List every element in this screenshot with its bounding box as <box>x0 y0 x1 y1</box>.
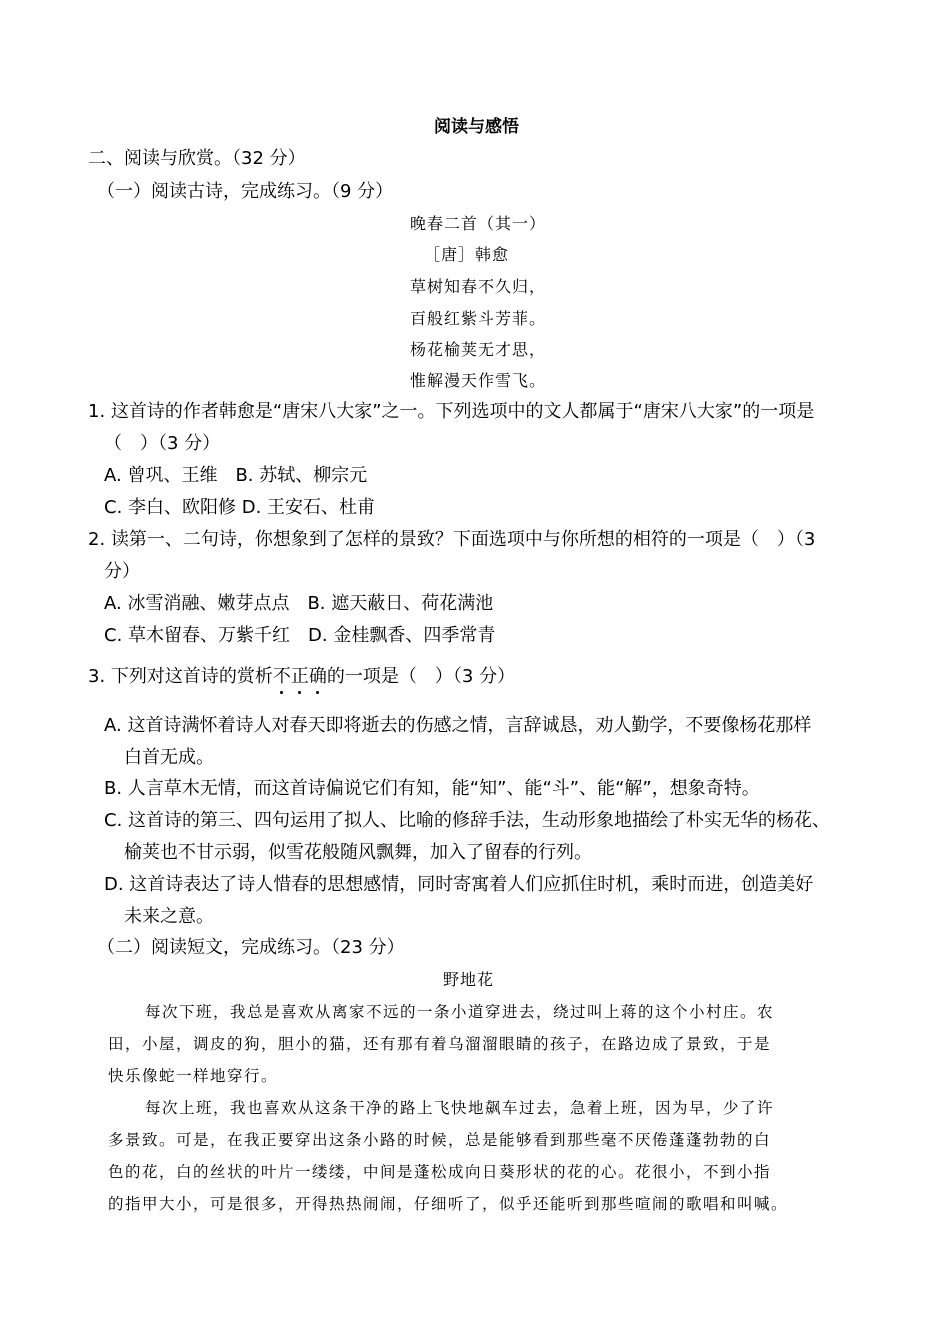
emph-text: 不 <box>272 666 291 687</box>
q3-option-d: D. 这首诗表达了诗人惜春的思想感情，同时寄寓着人们应抓住时机，乘时而进，创造美好 <box>104 874 814 895</box>
emphasis-dot <box>280 691 283 694</box>
q2-stem: 2. 读第一、二句诗，你想象到了怎样的景致？下面选项中与你所想的相符的一项是（ ）（3 <box>88 529 816 550</box>
emphasis-dot <box>316 691 319 694</box>
poem-author: ［唐］韩愈 <box>424 245 510 264</box>
q3-stem-prefix: 3. 下列对这首诗的赏析 <box>88 666 273 687</box>
emphasis-dot <box>298 691 301 694</box>
poem-title: 晚春二首（其一） <box>410 214 547 233</box>
q2-options-ab: A. 冰雪消融、嫩芽点点 B. 遮天蔽日、荷花满池 <box>104 593 494 614</box>
q1-stem: 1. 这首诗的作者韩愈是“唐宋八大家”之一。下列选项中的文人都属于“唐宋八大家”的一项是 <box>88 401 815 422</box>
essay-title: 野地花 <box>443 970 495 989</box>
q3-option-a: A. 这首诗满怀着诗人对春天即将逝去的伤感之情，言辞诚恳，劝人勤学，不要像杨花那样 <box>104 715 812 736</box>
q3-stem <box>88 665 515 689</box>
essay-line: 快乐像蛇一样地穿行。 <box>108 1067 279 1085</box>
emphasized-char <box>291 666 309 687</box>
q2-stem-cont: 分） <box>104 561 140 582</box>
emphasized-char <box>273 666 291 687</box>
essay-line: 多景致。可是，在我正要穿出这条小路的时候，总是能够看到那些毫不厌倦蓬蓬勃勃的白 <box>108 1131 772 1149</box>
q3-option-c: C. 这首诗的第三、四句运用了拟人、比喻的修辞手法，生动形象地描绘了朴实无华的杨花、 <box>104 810 831 831</box>
q1-options-ab: A. 曾巩、王维 B. 苏轼、柳宗元 <box>104 465 368 486</box>
q3-option-c-cont: 榆荚也不甘示弱，似雪花般随风飘舞，加入了留春的行列。 <box>124 842 592 863</box>
q3-option-b: B. 人言草木无情，而这首诗偏说它们有知，能“知”、能“斗”、能“解”，想象奇特。 <box>104 778 760 799</box>
part2-heading: （二）阅读短文，完成练习。（23 分） <box>97 937 405 958</box>
q1-options-cd: C. 李白、欧阳修 D. 王安石、杜甫 <box>104 497 376 518</box>
q3-option-d-cont: 未来之意。 <box>124 906 214 927</box>
essay-line: 每次下班，我总是喜欢从离家不远的一条小道穿进去，绕过叫上蒋的这个小村庄。农 <box>145 1003 775 1021</box>
q2-options-cd: C. 草木留春、万紫千红 D. 金桂飘香、四季常青 <box>104 625 496 646</box>
emph-text: 确 <box>308 666 327 687</box>
part1-heading: （一）阅读古诗，完成练习。（9 分） <box>97 181 394 202</box>
poem-line: 惟解漫天作雪飞。 <box>410 371 547 390</box>
poem-line: 杨花榆荚无才思， <box>410 340 547 359</box>
essay-line: 田，小屋，调皮的狗，胆小的猫，还有那有着乌溜溜眼睛的孩子，在路边成了景致，于是 <box>108 1035 772 1053</box>
page-title: 阅读与感悟 <box>434 117 519 137</box>
poem-line: 草树知春不久归， <box>410 277 547 296</box>
emphasized-char <box>309 666 327 687</box>
q1-stem-cont: （ ）（3 分） <box>104 433 221 454</box>
emph-text: 正 <box>290 666 309 687</box>
poem-line: 百般红紫斗芳菲。 <box>410 309 547 328</box>
essay-line: 色的花，白的丝状的叶片一缕缕，中间是蓬松成向日葵形状的花的心。花很小，不到小指 <box>108 1163 772 1181</box>
essay-line: 的指甲大小，可是很多，开得热热闹闹，仔细听了，似乎还能听到那些喧闹的歌唱和叫喊。 <box>108 1195 789 1213</box>
q3-stem-suffix: 的一项是（ ）（3 分） <box>326 666 516 687</box>
section-heading: 二、阅读与欣赏。（32 分） <box>88 148 306 169</box>
essay-line: 每次上班，我也喜欢从这条干净的路上飞快地飙车过去，急着上班，因为早，少了许 <box>145 1099 775 1117</box>
q3-option-a-cont: 白首无成。 <box>124 747 214 768</box>
